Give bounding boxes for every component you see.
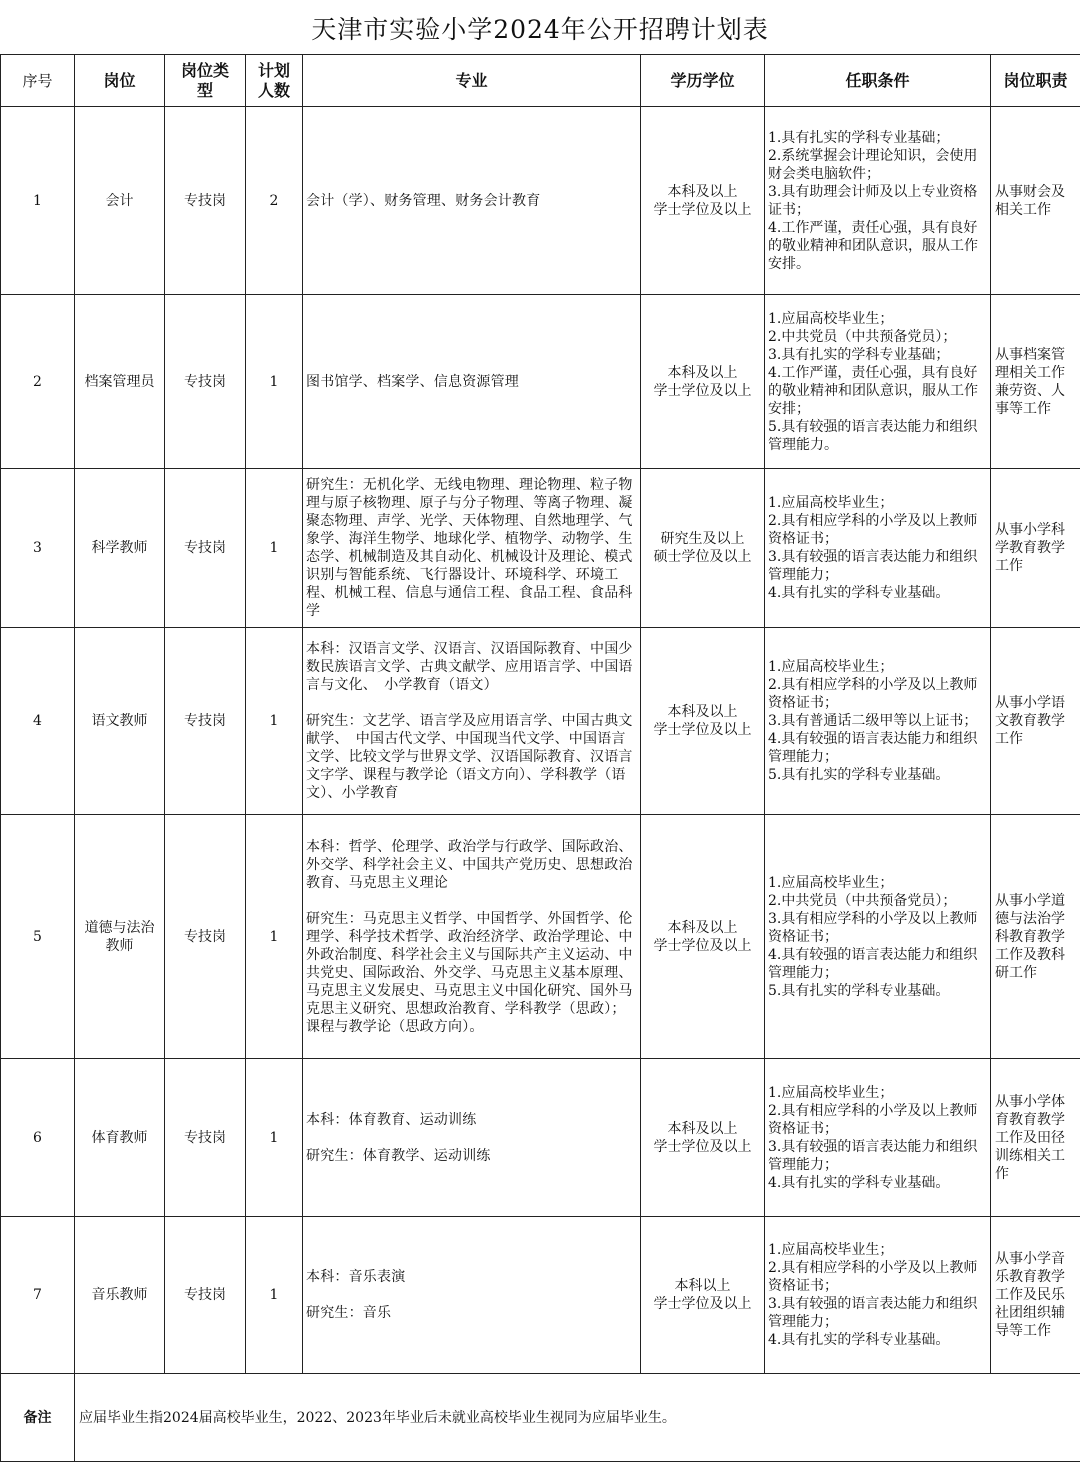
- note-text: 应届毕业生指2024届高校毕业生，2022、2023年毕业后未就业高校毕业生视同为应届毕业生。: [75, 1374, 1080, 1462]
- cell-degree: 本科及以上 学士学位及以上: [641, 1059, 765, 1217]
- cell-seq: 2: [1, 295, 75, 469]
- cell-post: 档案管理员: [75, 295, 165, 469]
- header-degree: 学历学位: [641, 55, 765, 107]
- cell-post-type: 专技岗: [165, 628, 246, 815]
- cell-post: 音乐教师: [75, 1217, 165, 1374]
- cell-post-type: 专技岗: [165, 469, 246, 628]
- cell-post-type: 专技岗: [165, 1217, 246, 1374]
- cell-plan-count: 1: [246, 1059, 303, 1217]
- cell-major: 图书馆学、档案学、信息资源管理: [303, 295, 641, 469]
- cell-post: 道德与法治 教师: [75, 815, 165, 1059]
- cell-post: 科学教师: [75, 469, 165, 628]
- cell-conditions: 1.应届高校毕业生； 2.中共党员（中共预备党员）； 3.具有扎实的学科专业基础； 4.工作严谨，责任心强，具有良好的敬业精神和团队意识，服从工作安排； 5.具有较强的语言表达能力和组织管理能力。: [765, 295, 991, 469]
- cell-major: 研究生：无机化学、无线电物理、理论物理、粒子物理与原子核物理、原子与分子物理、等离子物理、凝聚态物理、声学、光学、天体物理、自然地理学、气象学、海洋生物学、地球化学、植物学、动物学、生态学、机械制造及其自动化、机械设计及理论、模式识别与智能系统、飞行器设计、环境科学、环境工程、机械工程、信息与通信工程、食品工程、食品科学: [303, 469, 641, 628]
- cell-conditions: 1.应届高校毕业生； 2.具有相应学科的小学及以上教师资格证书； 3.具有较强的语言表达能力和组织管理能力； 4.具有扎实的学科专业基础。: [765, 1217, 991, 1374]
- cell-conditions: 1.具有扎实的学科专业基础； 2.系统掌握会计理论知识，会使用财会类电脑软件； 3.具有助理会计师及以上专业资格证书； 4.工作严谨，责任心强，具有良好的敬业精神和团队意识，服从工作安排。: [765, 107, 991, 295]
- cell-seq: 6: [1, 1059, 75, 1217]
- table-row: [1, 628, 1080, 815]
- cell-conditions: 1.应届高校毕业生； 2.具有相应学科的小学及以上教师资格证书； 3.具有较强的语言表达能力和组织管理能力； 4.具有扎实的学科专业基础。: [765, 469, 991, 628]
- cell-seq: 7: [1, 1217, 75, 1374]
- cell-major: 本科：汉语言文学、汉语言、汉语国际教育、中国少数民族语言文学、古典文献学、应用语言学、中国语言与文化、 小学教育（语文） 研究生：文艺学、语言学及应用语言学、中国古典文献学、 中国古代文学、中国现当代文学、中国语言文学、比较文学与世界文学、汉语国际教育、汉语言文字学、课程与教学论（语文方向）、学科教学（语文）、小学教育: [303, 628, 641, 815]
- cell-plan-count: 1: [246, 1217, 303, 1374]
- cell-plan-count: 1: [246, 628, 303, 815]
- header-major: 专业: [303, 55, 641, 107]
- cell-duties: 从事档案管理相关工作兼劳资、人事等工作: [991, 295, 1080, 469]
- cell-plan-count: 2: [246, 107, 303, 295]
- cell-post-type: 专技岗: [165, 107, 246, 295]
- cell-plan-count: 1: [246, 469, 303, 628]
- cell-degree: 本科及以上 学士学位及以上: [641, 295, 765, 469]
- header-conditions: 任职条件: [765, 55, 991, 107]
- cell-post: 语文教师: [75, 628, 165, 815]
- table-row: [1, 1217, 1080, 1374]
- table-row: [1, 1059, 1080, 1217]
- cell-seq: 4: [1, 628, 75, 815]
- cell-major: 本科：音乐表演 研究生：音乐: [303, 1217, 641, 1374]
- header-duties: 岗位职责: [991, 55, 1080, 107]
- cell-major: 本科：哲学、伦理学、政治学与行政学、国际政治、外交学、科学社会主义、中国共产党历史、思想政治教育、马克思主义理论 研究生：马克思主义哲学、中国哲学、外国哲学、伦理学、科学技术哲学、政治经济学、政治学理论、中外政治制度、科学社会主义与国际共产主义运动、中共党史、国际政治、外交学、马克思主义基本原理、马克思主义发展史、马克思主义中国化研究、国外马克思主义研究、思想政治教育、学科教学（思政）；课程与教学论（思政方向）。: [303, 815, 641, 1059]
- cell-post-type: 专技岗: [165, 295, 246, 469]
- cell-post-type: 专技岗: [165, 1059, 246, 1217]
- cell-major: 本科：体育教育、运动训练 研究生：体育教学、运动训练: [303, 1059, 641, 1217]
- header-row: [1, 55, 1080, 107]
- cell-duties: 从事小学体育教育教学工作及田径训练相关工作: [991, 1059, 1080, 1217]
- cell-conditions: 1.应届高校毕业生； 2.中共党员（中共预备党员）； 3.具有相应学科的小学及以上教师资格证书； 4.具有较强的语言表达能力和组织管理能力； 5.具有扎实的学科专业基础。: [765, 815, 991, 1059]
- note-row: [1, 1374, 1080, 1462]
- cell-conditions: 1.应届高校毕业生； 2.具有相应学科的小学及以上教师资格证书； 3.具有较强的语言表达能力和组织管理能力； 4.具有扎实的学科专业基础。: [765, 1059, 991, 1217]
- cell-post-type: 专技岗: [165, 815, 246, 1059]
- table-row: [1, 107, 1080, 295]
- cell-post: 体育教师: [75, 1059, 165, 1217]
- cell-seq: 3: [1, 469, 75, 628]
- cell-degree: 本科及以上 学士学位及以上: [641, 107, 765, 295]
- cell-degree: 研究生及以上 硕士学位及以上: [641, 469, 765, 628]
- header-post-type: 岗位类 型: [165, 55, 246, 107]
- cell-degree: 本科以上 学士学位及以上: [641, 1217, 765, 1374]
- table-row: [1, 295, 1080, 469]
- cell-duties: 从事小学音乐教育教学工作及民乐社团组织辅导等工作: [991, 1217, 1080, 1374]
- recruitment-plan-table: [0, 54, 1080, 1462]
- header-post: 岗位: [75, 55, 165, 107]
- cell-conditions: 1.应届高校毕业生； 2.具有相应学科的小学及以上教师资格证书； 3.具有普通话二级甲等以上证书； 4.具有较强的语言表达能力和组织管理能力； 5.具有扎实的学科专业基础。: [765, 628, 991, 815]
- cell-duties: 从事小学语文教育教学工作: [991, 628, 1080, 815]
- cell-plan-count: 1: [246, 815, 303, 1059]
- cell-degree: 本科及以上 学士学位及以上: [641, 815, 765, 1059]
- header-plan-count: 计划 人数: [246, 55, 303, 107]
- cell-degree: 本科及以上 学士学位及以上: [641, 628, 765, 815]
- table-row: [1, 815, 1080, 1059]
- cell-plan-count: 1: [246, 295, 303, 469]
- cell-post: 会计: [75, 107, 165, 295]
- header-seq: 序号: [1, 55, 75, 107]
- page-title: 天津市实验小学2024年公开招聘计划表: [0, 0, 1080, 56]
- cell-duties: 从事财会及相关工作: [991, 107, 1080, 295]
- cell-seq: 1: [1, 107, 75, 295]
- cell-duties: 从事小学道德与法治学科教育教学工作及教科研工作: [991, 815, 1080, 1059]
- cell-duties: 从事小学科学教育教学工作: [991, 469, 1080, 628]
- table-row: [1, 469, 1080, 628]
- cell-major: 会计（学）、财务管理、财务会计教育: [303, 107, 641, 295]
- note-label: 备注: [1, 1374, 75, 1462]
- cell-seq: 5: [1, 815, 75, 1059]
